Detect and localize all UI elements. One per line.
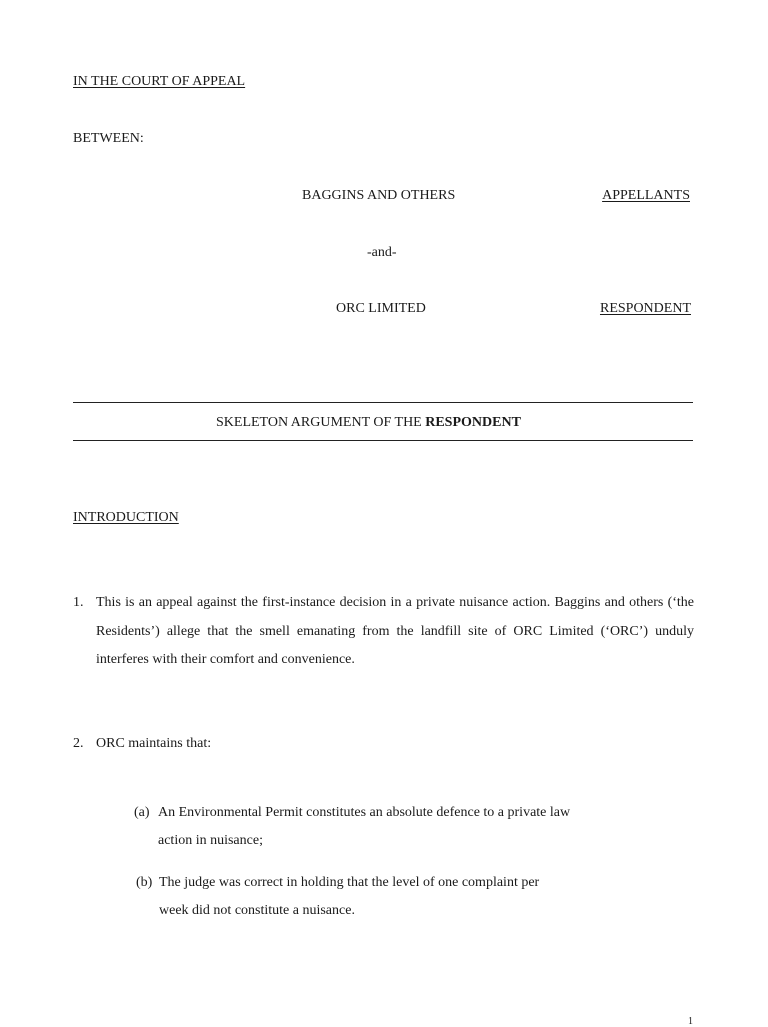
section-title: INTRODUCTION [73,510,179,525]
respondent-role: RESPONDENT [599,301,691,316]
sub-point-b-line2: week did not constitute a nuisance. [159,903,355,918]
paragraph-2-text: ORC maintains that: [96,736,212,751]
respondent-name: ORC LIMITED [336,301,426,316]
paragraph-1-text: This is an appeal against the first-instance decision in a private nuisance action. Baggins and others (‘the Residents’) allege that the smell emanating from the landfill site of ORC Limited (‘ORC’) unduly interferes with their comfort and convenience. [96,595,694,667]
court-title: IN THE COURT OF APPEAL [73,74,246,89]
page-number: 1 [688,1016,693,1027]
between-label: BETWEEN: [73,131,144,146]
sub-point-b-line1: The judge was correct in holding that the level of one complaint per [159,875,540,890]
paragraph-2-number: 2. [73,736,84,751]
sub-point-a-line1: An Environmental Permit constitutes an absolute defence to a private law [158,805,571,820]
appellant-role: APPELLANTS [602,188,690,203]
sub-point-a-line2: action in nuisance; [158,833,263,848]
appellant-name: BAGGINS AND OTHERS [302,188,456,203]
and-separator: -and- [367,245,397,260]
sub-point-b-label: (b) [136,875,153,890]
heading-rule-bottom [73,440,693,441]
heading-rule-top [73,402,693,403]
document-heading [216,415,521,431]
paragraph-1-number: 1. [73,595,84,610]
heading-bold: RESPONDENT [425,415,521,430]
heading-prefix: SKELETON ARGUMENT OF THE [216,415,426,430]
sub-point-a-label: (a) [134,805,150,820]
